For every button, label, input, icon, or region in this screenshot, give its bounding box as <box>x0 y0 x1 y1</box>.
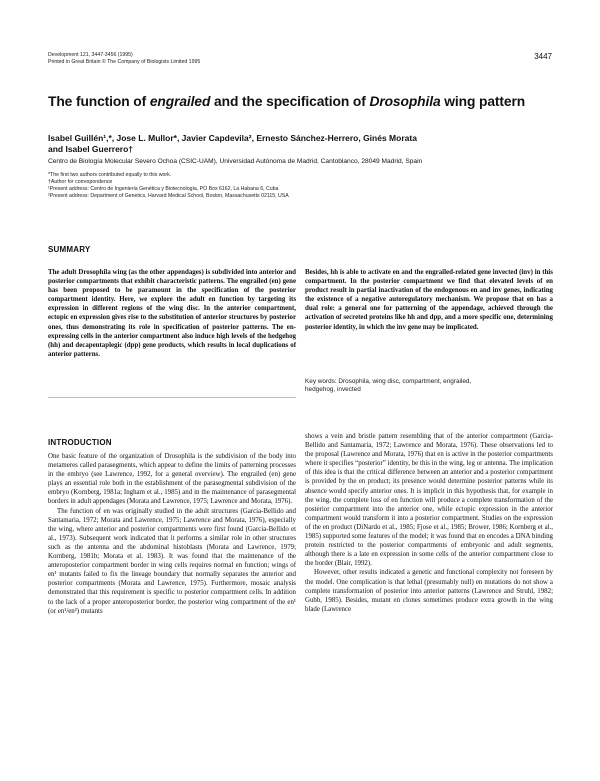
paper-title <box>48 94 525 109</box>
author-line-2: and Isabel Guerrero† <box>48 143 134 154</box>
summary-text-right: Besides, hh is able to activate en and the engrailed-related gene invected (inv) in this compartment. In the posterior compartment we find that elevated levels of en product result in partial inactivation of the endogenous en and inv genes, indicating the existence of a negative autoregulatory mechanism. We propose that en has a dual role: a general one for patterning of the appendage, achieved through the activation of secreted proteins like hh and dpp, and a more specific one, determining posterior identity, in which the inv gene may be implicated. <box>305 269 553 331</box>
introduction-heading: INTRODUCTION <box>48 438 112 447</box>
journal-citation <box>48 52 200 66</box>
introduction-column-right <box>305 432 553 614</box>
summary-heading: SUMMARY <box>48 245 91 254</box>
title-organism: Drosophila <box>369 94 441 109</box>
summary-text-left: The adult Drosophila wing (as the other appendages) is subdivided into anterior and posterior compartments that exhibit characteristic patterns. The engrailed (en) gene has been proposed to be paramount in the specification of the posterior compartment identity. Here, we explore the adult en function by targeting its expression in different regions of the wing disc. In the anterior compartment, ectopic en expression gives rise to the substitution of anterior structures by posterior ones, thus demonstrating its role in specification of posterior patterns. The en-expressing cells in the anterior compartment also induce high levels of the hedgehog (hh) and decapentaplegic (dpp) gene products, which results in local duplications of anterior patterns. <box>48 269 296 358</box>
introduction-column-left <box>48 452 296 616</box>
footnote: *The first two authors contributed equally to this work. <box>48 172 172 178</box>
intro-paragraph: The function of en was originally studied in the adult structures (Garcia-Bellido and Santamaria, 1972; Morata and Lawrence, 1975; Lawrence and Morata, 1976), especially the wing, where anterior and posterior compartments were first found (Garcia-Bellido et al., 1973). Subsequent work indicated that it performs a similar role in other structures such as the antenna and the abdominal histoblasts (Morata and Lawrence, 1979; Kornberg, 1981b; Morata et al. 1983). It was found that the maintenance of the anteroposterior compartment border in wing cells requires normal en function; wings of en¹ mutants failed to fix the lineage boundary that normally separates the anterior and posterior compartments (Morata and Lawrence, 1975). Furthermore, mosaic analysis demonstrated that this requirement is specific to posterior compartment cells. In addition to the lack of a proper anteroposterior border, the posterior wing compartment of the en¹ (or en¹/en²) mutants <box>48 507 296 615</box>
affiliation: Centro de Biología Molecular Severo Ochoa (CSIC-UAM), Universidad Autónoma de Madrid, Cantoblanco, 28049 Madrid, Spain <box>48 158 423 165</box>
author-list <box>48 133 568 154</box>
journal-line-1: Development 121, 3447-3456 (1995) <box>48 52 133 58</box>
footnote: ²Present address: Department of Genetics, Harvard Medical School, Boston, Massachusetts 02115, USA <box>48 193 289 199</box>
author-footnotes <box>48 172 568 200</box>
keywords <box>305 378 553 394</box>
page-number: 3447 <box>534 52 552 61</box>
title-text: wing pattern <box>440 94 526 109</box>
title-text: and the specification of <box>210 94 370 109</box>
section-divider <box>48 397 296 398</box>
title-text: The function of <box>48 94 150 109</box>
footnote: †Author for correspondence <box>48 179 113 185</box>
footnote: ¹Present address: Centro de Ingeniería Genética y Biotecnología, PO Box 6162, La Habana 6, Cuba <box>48 186 279 192</box>
journal-line-2: Printed in Great Britain © The Company of Biologists Limited 1995 <box>48 59 201 65</box>
intro-paragraph: However, other results indicated a genetic and functional complexity not foreseen by the model. One complication is that lethal (presumably null) en mutations do not show a complete transformation of posterior into anterior patterns (Lawrence and Struhl, 1982; Gubb, 1985). Besides, mutant en clones sometimes produce extra growth in the wing blade (Lawrence <box>305 569 553 613</box>
keywords-line-2: hedgehog, invected <box>305 386 361 394</box>
author-line-1: Isabel Guillén¹,*, Jose L. Mullor*, Javier Capdevila², Ernesto Sánchez-Herrero, Ginés Morata <box>48 133 417 143</box>
title-gene-name: engrailed <box>149 94 211 109</box>
intro-paragraph: One basic feature of the organization of Drosophila is the subdivision of the body into metameres called parasegments, which appear to define the limits of patterning processes in the embryo (see Lawrence, 1992, for a general overview). The engrailed (en) gene plays an essential role both in the establishment of the parasegmental subdivision of the embryo (Kornberg, 1981a; Ingham et al., 1985) and in the maintenance of parasegmental borders in adult appendages (Morata and Lawrence, 1975; Lawrence and Morata, 1976). <box>48 453 296 506</box>
intro-paragraph: shows a vein and bristle pattern resembling that of the anterior compartment (Garcia-Bellido and Santamaria, 1972; Lawrence and Morata, 1976). These observations led to the proposal (Lawrence and Morata, 1976) that en is active in the posterior compartments where it specifies “posterior” identity, be this in the wing, leg or antenna. The implication of this idea is that the critical difference between an anterior and a posterior compartment is provided by the en product; its presence would determine posterior patterns while its absence would specify anterior ones. It is implicit in this hypothesis that, for example in the wing, the complete loss of en function will produce a complete transformation of the posterior compartment into the anterior one, while ectopic expression in the anterior compartment would transform it into a posterior compartment. Studies on the expression of the en product (DiNardo et al., 1985; Fjose et al., 1985; Brower, 1986; Kornberg et al., 1985) supported some features of the model; it was found that en encodes a DNA binding protein restricted to the posterior compartments of embryonic and adult segments, although there is a late en expression in some cells of the anterior compartment close to the border (Blair, 1992). <box>305 433 553 568</box>
keywords-line-1: Key words: Drosophila, wing disc, compartment, engrailed, <box>305 378 472 385</box>
